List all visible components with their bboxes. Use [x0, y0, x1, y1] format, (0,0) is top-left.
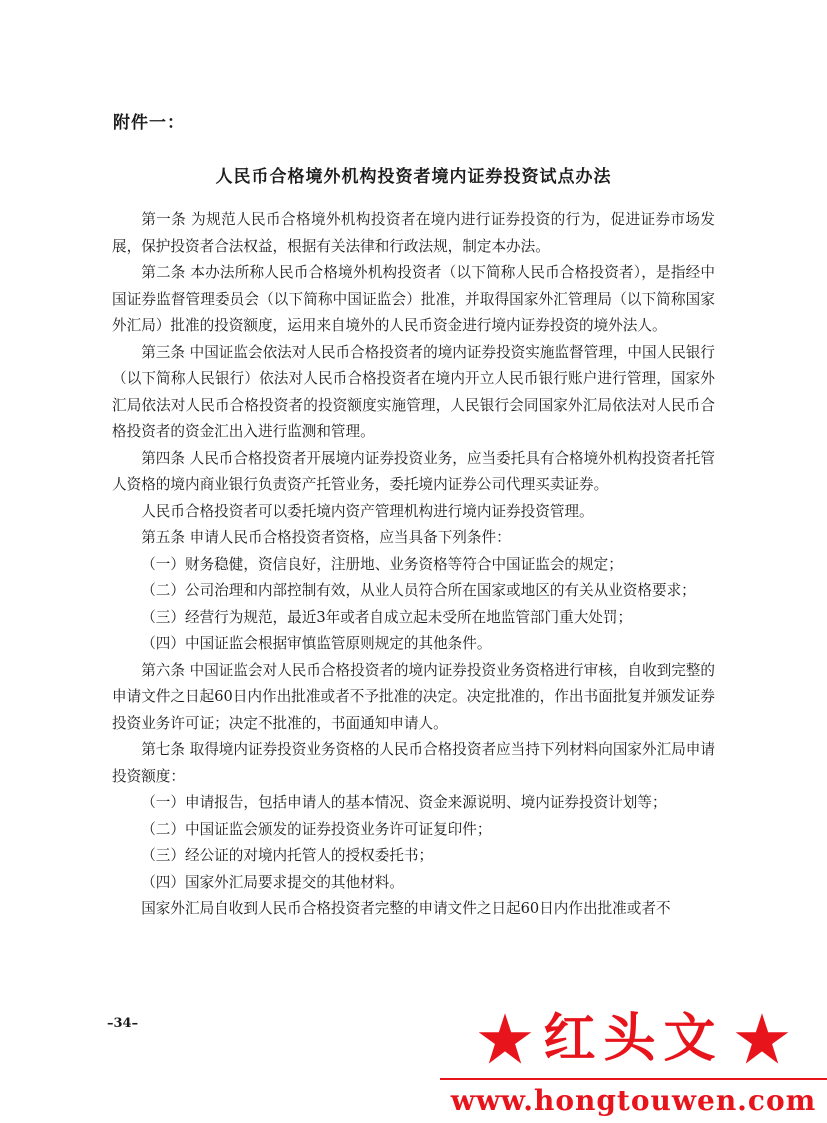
paragraph-8: （二）公司治理和内部控制有效，从业人员符合所在国家或地区的有关从业资格要求；	[141, 582, 696, 599]
paragraph-7: （一）财务稳健，资信良好，注册地、业务资格等符合中国证监会的规定；	[141, 555, 623, 573]
paragraph-3: 第三条 中国证监会依法对人民币合格投资者的境内证券投资实施监督管理，中国人民银行（以下简称人民银行）依法对人民币合格投资者在境内开立人民币银行账户进行管理，国家外汇局依法对人民币合格投资者的投资额度实施管理，人民银行会同国家外汇局依法对人民币合格投资者的资金汇出入进行监测和管理。	[112, 343, 715, 440]
page-title: 人民币合格境外机构投资者境内证券投资试点办法	[215, 167, 612, 187]
watermark-url: www.hongtouwen.com	[450, 1084, 817, 1117]
paragraph-1: 第一条 为规范人民币合格境外机构投资者在境内进行证券投资的行为，促进证券市场发展，保护投资者合法权益，根据有关法律和行政法规，制定本办法。	[112, 211, 715, 255]
paragraph-11: 第六条 中国证监会对人民币合格投资者的境内证券投资业务资格进行审核，自收到完整的申请文件之日起60日内作出批准或者不予批准的决定。决定批准的，作出书面批复并颁发证券投资业务许可证；决定不批准的，书面通知申请人。	[112, 661, 715, 732]
annex-label: 附件一：	[113, 113, 185, 133]
paragraph-17: 国家外汇局自收到人民币合格投资者完整的申请文件之日起60日内作出批准或者不	[141, 900, 671, 917]
paragraph-2: 第二条 本办法所称人民币合格境外机构投资者（以下简称人民币合格投资者），是指经中国证券监督管理委员会（以下简称中国证监会）批准，并取得国家外汇管理局（以下简称国家外汇局）批准的投资额度，运用来自境外的人民币资金进行境内证券投资的境外法人。	[112, 264, 715, 334]
document-body	[112, 207, 715, 923]
paragraph-13: （一）申请报告，包括申请人的基本情况、资金来源说明、境内证券投资计划等；	[141, 794, 667, 811]
page-number: –34–	[107, 1016, 139, 1031]
paragraph-14: （二）中国证监会颁发的证券投资业务许可证复印件；	[141, 820, 492, 838]
paragraph-6: 第五条 申请人民币合格投资者资格，应当具备下列条件：	[141, 529, 511, 546]
paragraph-9: （三）经营行为规范，最近3年或者自成立起未受所在地监管部门重大处罚；	[141, 608, 633, 626]
star-icon	[477, 1011, 533, 1067]
watermark-title	[440, 1004, 827, 1074]
star-icon	[734, 1011, 790, 1067]
watermark-divider	[440, 1078, 827, 1080]
paragraph-16: （四）国家外汇局要求提交的其他材料。	[141, 873, 404, 891]
paragraph-15: （三）经公证的对境内托管人的授权委托书；	[141, 847, 434, 864]
paragraph-4: 第四条 人民币合格投资者开展境内证券投资业务，应当委托具有合格境外机构投资者托管人资格的境内商业银行负责资产托管业务，委托境内证券公司代理买卖证券。	[112, 449, 715, 493]
paragraph-10: （四）中国证监会根据审慎监管原则规定的其他条件。	[141, 635, 492, 652]
paragraph-12: 第七条 取得境内证券投资业务资格的人民币合格投资者应当持下列材料向国家外汇局申请投资额度：	[112, 741, 715, 785]
paragraph-5: 人民币合格投资者可以委托境内资产管理机构进行境内证券投资管理。	[141, 502, 594, 520]
watermark-text: 红头文	[543, 1008, 724, 1069]
watermark	[440, 1004, 827, 1123]
